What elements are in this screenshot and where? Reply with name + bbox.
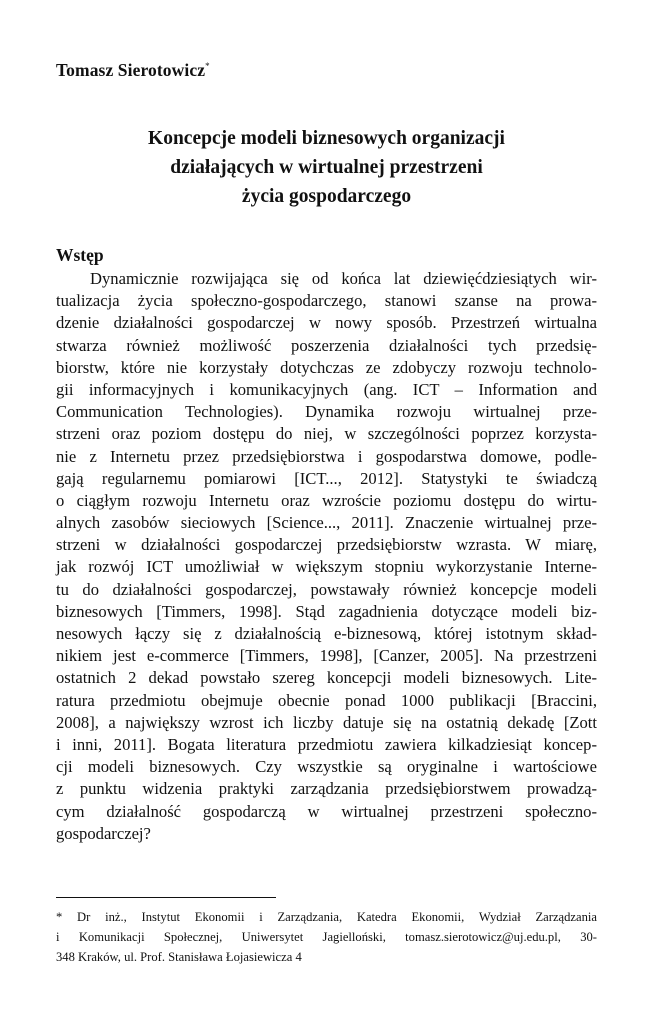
author-name-text: Tomasz Sierotowicz: [56, 60, 206, 80]
title-line: życia gospodarczego: [241, 186, 412, 207]
body-line: biorstw, które nie korzystały dotychczas ze zdobyczy rozwoju technolo-: [56, 357, 597, 377]
footnote-divider: [56, 897, 276, 898]
section-heading: Wstęp: [56, 245, 104, 265]
footnote-line: i Komunikacji Społecznej, Uniwersytet Jagielloński, tomasz.sierotowicz@uj.edu.pl, 30-: [56, 929, 597, 944]
body-line: o ciągłym rozwoju Internetu oraz wzroście poziomu dostępu do wirtu-: [56, 490, 597, 510]
body-line: ostatnich 2 dekad powstało szereg koncepcji modeli biznesowych. Lite-: [56, 668, 597, 688]
body-line: gospodarczej?: [56, 823, 151, 843]
body-line: stwarza również możliwość poszerzenia działalności tych przedsię-: [56, 335, 597, 355]
body-line: nesowych łączy się z działalnością e-biznesową, której istotnym skład-: [56, 624, 597, 643]
body-line: cym działalność gospodarczą w wirtualnej przestrzeni społeczno-: [56, 801, 597, 821]
footnote-line: * Dr inż., Instytut Ekonomii i Zarządzania, Katedra Ekonomii, Wydział Zarządzania: [56, 910, 597, 924]
body-line: cji modeli biznesowych. Czy wszystkie są oryginalne i wartościowe: [56, 757, 597, 777]
body-line: jak rozwój ICT umożliwiał w większym stopniu wykorzystanie Interne-: [56, 557, 597, 577]
body-line: nikiem jest e-commerce [Timmers, 1998], [Canzer, 2005]. Na przestrzeni: [56, 646, 597, 666]
title-line: działających w wirtualnej przestrzeni: [170, 157, 483, 178]
body-line: strzeni w działalności gospodarczej przedsiębiorstw wzrasta. W miarę,: [56, 535, 597, 555]
body-line: ratura przedmiotu obejmuje obecnie ponad 1000 publikacji [Braccini,: [56, 690, 597, 710]
author-footnote-marker: *: [205, 61, 210, 72]
body-line: tu do działalności gospodarczej, powstawały również koncepcje modeli: [56, 579, 597, 599]
footnote-line: 348 Kraków, ul. Prof. Stanisława Łojasiewicza 4: [56, 949, 302, 964]
author-name: [56, 60, 210, 81]
body-line: dzenie działalności gospodarczej w nowy sposób. Przestrzeń wirtualna: [56, 313, 597, 333]
body-line: alnych zasobów sieciowych [Science..., 2011]. Znaczenie wirtualnej prze-: [56, 513, 597, 533]
title-line: Koncepcje modeli biznesowych organizacji: [148, 128, 505, 149]
footnote: [56, 908, 597, 967]
body-line: strzeni oraz poziom dostępu do niej, w szczególności poprzez korzysta-: [56, 424, 597, 444]
body-line: 2008], a największy wzrost ich liczby datuje się na ostatnią dekadę [Zott: [56, 712, 597, 732]
body-line: biznesowych [Timmers, 1998]. Stąd zagadnienia dotyczące modeli biz-: [56, 601, 597, 621]
body-line: tualizacja życia społeczno-gospodarczego, stanowi szanse na prowa-: [56, 291, 597, 311]
body-line: z punktu widzenia praktyki zarządzania przedsiębiorstwem prowadzą-: [56, 779, 597, 799]
body-line: i inni, 2011]. Bogata literatura przedmiotu zawiera kilkadziesiąt koncep-: [56, 734, 597, 754]
body-line: gają regularnemu pomiarowi [ICT..., 2012]. Statystyki te świadczą: [56, 468, 597, 488]
body-line: Dynamicznie rozwijająca się od końca lat dziewięćdziesiątych wir-: [90, 269, 597, 288]
body-line: nie z Internetu przez przedsiębiorstwa i gospodarstwa domowe, podle-: [56, 446, 597, 466]
article-title: [56, 124, 597, 211]
body-line: Communication Technologies). Dynamika rozwoju wirtualnej prze-: [56, 402, 597, 422]
body-line: gii informacyjnych i komunikacyjnych (ang. ICT – Information and: [56, 379, 597, 399]
body-paragraph: [56, 268, 597, 845]
